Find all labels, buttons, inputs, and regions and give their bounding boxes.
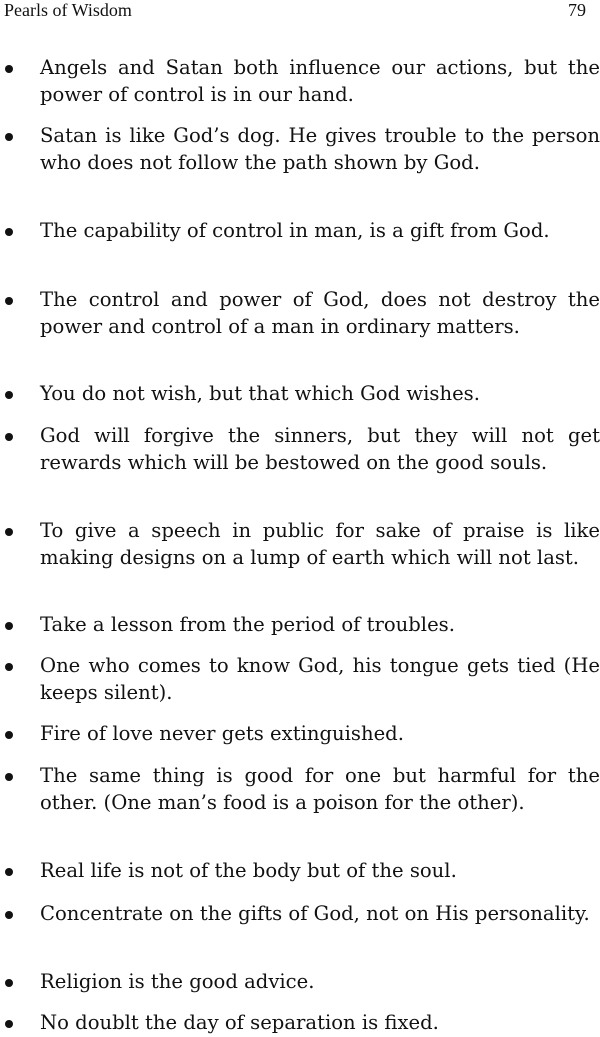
- bullet-icon: [5, 133, 13, 141]
- quote-text: Real life is not of the body but of the soul.: [40, 859, 457, 882]
- quote-text: One who comes to know God, his tongue gets tied (He keeps silent).: [40, 654, 600, 704]
- bullet-icon: [5, 297, 13, 305]
- quote-text: Take a lesson from the period of troubles.: [40, 613, 455, 636]
- bullet-icon: [5, 528, 13, 536]
- bullet-icon: [5, 663, 13, 671]
- quote-text: No doublt the day of separation is fixed.: [40, 1011, 439, 1034]
- quote-text: The control and power of God, does not destroy the power and control of a man in ordinary matters.: [40, 288, 600, 338]
- quote-text: To give a speech in public for sake of praise is like making designs on a lump of earth which will not last.: [40, 519, 600, 569]
- quote-text: Fire of love never gets extinguished.: [40, 722, 404, 745]
- bullet-icon: [5, 868, 13, 876]
- quote-text: The capability of control in man, is a gift from God.: [40, 219, 550, 242]
- bullet-icon: [5, 65, 13, 73]
- bullet-icon: [5, 773, 13, 781]
- quote-text: Concentrate on the gifts of God, not on His personality.: [40, 902, 590, 925]
- bullet-icon: [5, 911, 13, 919]
- quote-text: God will forgive the sinners, but they will not get rewards which will be bestowed on the good souls.: [40, 424, 600, 474]
- book-title: Pearls of Wisdom: [4, 0, 132, 20]
- quote-text: Religion is the good advice.: [40, 970, 315, 993]
- quote-text: You do not wish, but that which God wishes.: [40, 382, 480, 405]
- page-number: 79: [568, 0, 586, 20]
- quote-text: The same thing is good for one but harmful for the other. (One man’s food is a poison for the other).: [40, 764, 600, 814]
- quote-text: Satan is like God’s dog. He gives trouble to the person who does not follow the path shown by God.: [40, 124, 600, 174]
- bullet-icon: [5, 391, 13, 399]
- bullet-icon: [5, 979, 13, 987]
- bullet-icon: [5, 731, 13, 739]
- bullet-icon: [5, 622, 13, 630]
- bullet-icon: [5, 228, 13, 236]
- bullet-icon: [5, 433, 13, 441]
- bullet-icon: [5, 1020, 13, 1028]
- quote-text: Angels and Satan both influence our actions, but the power of control is in our hand.: [40, 56, 600, 106]
